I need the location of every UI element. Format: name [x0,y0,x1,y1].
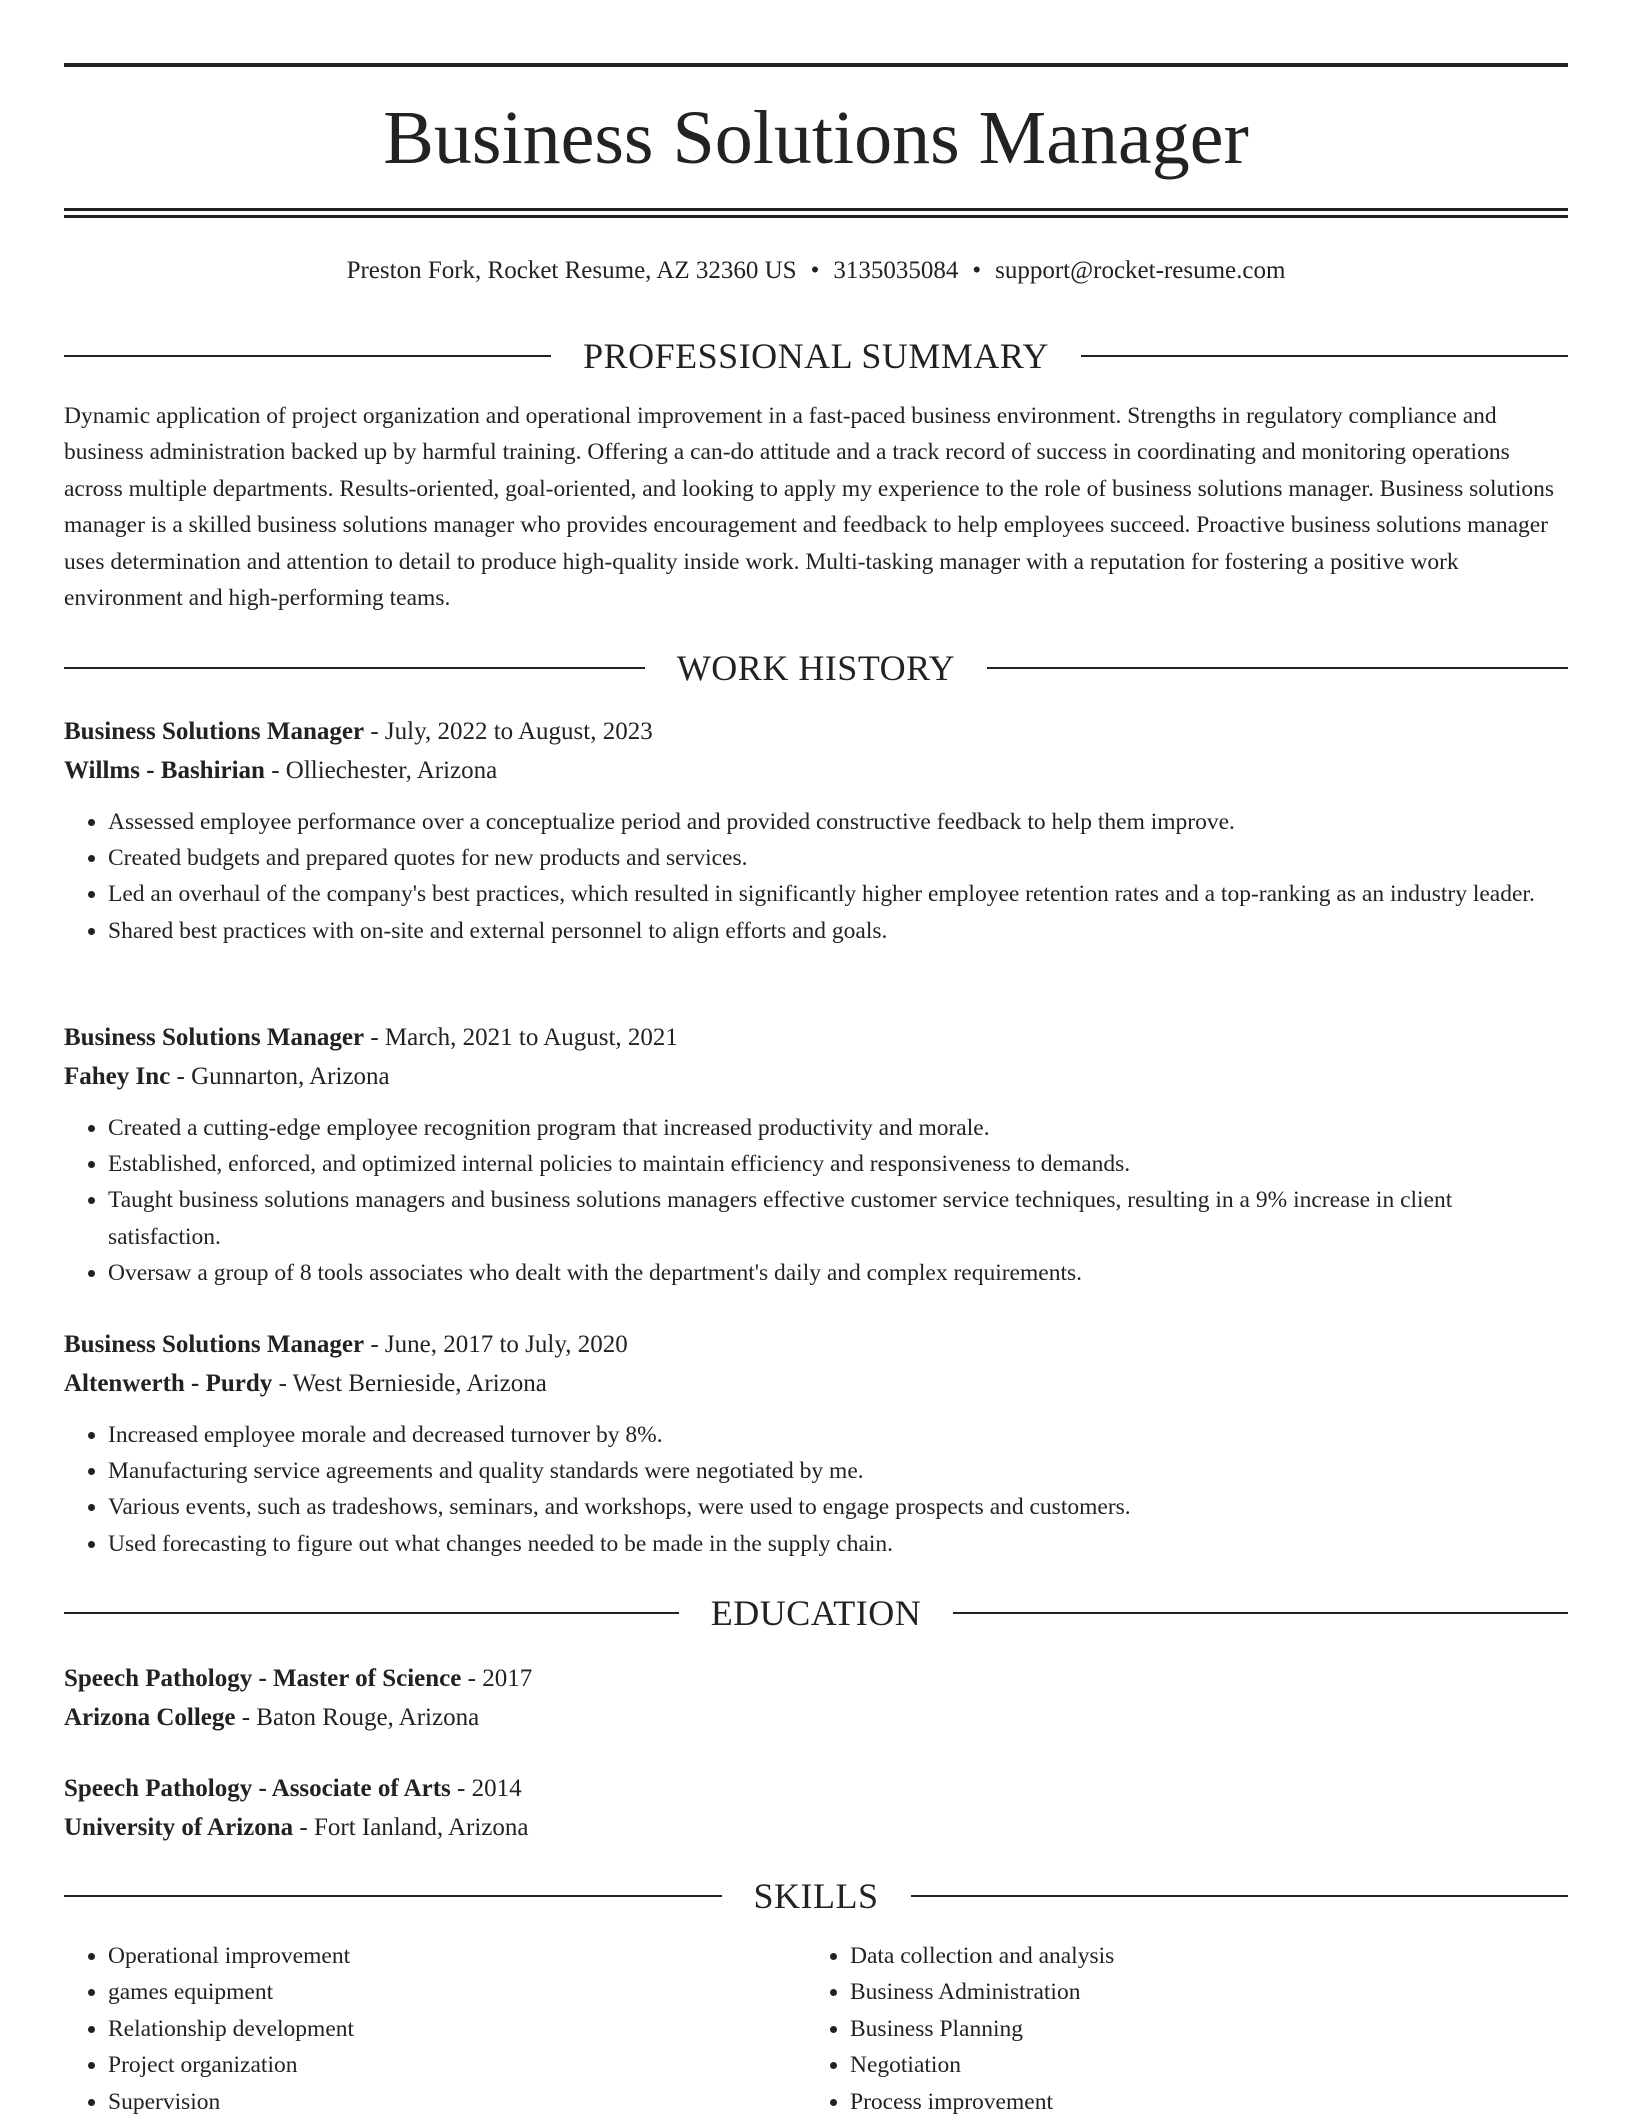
job-title-line [64,712,1568,751]
job-title: Business Solutions Manager [64,1024,365,1051]
header-top-rule [64,63,1568,67]
list-item: • Established, enforced, and optimized internal policies to maintain efficiency and responsiveness to demands. [108,1146,1568,1182]
list-item: • Shared best practices with on-site and external personnel to align efforts and goals. [108,913,1568,949]
list-item: • Various events, such as tradeshows, seminars, and workshops, were used to engage prospects and customers. [108,1489,1568,1525]
list-item: • games equipment [108,1974,806,2010]
header-bottom-rule [64,208,1568,211]
job-title-line [64,1325,1568,1364]
section-title: EDUCATION [710,1593,922,1633]
education-entry [64,1659,1568,1737]
education-entry [64,1769,1568,1847]
list-item: • Relationship development [108,2011,806,2047]
job-bullets [64,804,1568,949]
job-dates: - March, 2021 to August, 2021 [364,1024,678,1051]
list-item: • Led an overhaul of the company's best practices, which resulted in significantly higher employee retention rates and a top-ranking as an industry leader. [108,876,1568,912]
list-item: • Business Administration [850,1974,1548,2010]
education-school-line [64,1698,1568,1737]
contact-separator: • [972,257,982,284]
job-company: Fahey Inc [64,1063,171,1090]
section-heading-education [64,1591,1568,1635]
job-bullets [64,1417,1568,1562]
heading-rule [987,667,1568,669]
section-heading-summary [64,334,1568,378]
list-item: • Created a cutting-edge employee recognition program that increased productivity and morale. [108,1110,1568,1146]
job-dates: - June, 2017 to July, 2020 [364,1331,628,1358]
job-location: - West Bernieside, Arizona [272,1370,547,1397]
job-entry [64,712,1568,949]
job-location: - Gunnarton, Arizona [170,1063,390,1090]
education-degree-line [64,1769,1568,1808]
list-item: • Increased employee morale and decreased turnover by 8%. [108,1417,1568,1453]
skills-list [64,1938,1568,2120]
heading-rule [64,667,645,669]
education-degree: Speech Pathology - Master of Science [64,1665,462,1692]
list-item: • Used forecasting to figure out what changes needed to be made in the supply chain. [108,1526,1568,1562]
education-degree-line [64,1659,1568,1698]
list-item: • Taught business solutions managers and business solutions managers effective customer service techniques, resulting in a 9% increase in client satisfaction. [108,1182,1568,1254]
heading-rule [953,1612,1568,1614]
education-school: University of Arizona [64,1814,294,1841]
education-location: - Fort Ianland, Arizona [293,1814,529,1841]
skills-column-right [806,1938,1548,2120]
education-year: - 2014 [450,1775,522,1802]
education-degree: Speech Pathology - Associate of Arts [64,1775,451,1802]
list-item: • Operational improvement [108,1938,806,1974]
contact-line [64,254,1568,288]
list-item: • Oversaw a group of 8 tools associates who dealt with the department's daily and complex requirements. [108,1255,1568,1291]
list-item: • Process improvement [850,2084,1548,2120]
contact-address: Preston Fork, Rocket Resume, AZ 32360 US [346,257,797,284]
list-item: • Supervision [108,2084,806,2120]
list-item: • Created budgets and prepared quotes for new products and services. [108,840,1568,876]
education-school: Arizona College [64,1704,236,1731]
section-heading-work-history [64,646,1568,690]
skills-column-left [64,1938,806,2120]
header-bottom-rule-second [64,215,1568,218]
job-dates: - July, 2022 to August, 2023 [364,718,653,745]
section-title: PROFESSIONAL SUMMARY [583,336,1049,376]
list-item: • Business Planning [850,2011,1548,2047]
job-location: - Olliechester, Arizona [264,757,498,784]
resume-title: Business Solutions Manager [383,96,1249,180]
job-title: Business Solutions Manager [64,1331,365,1358]
list-item: • Data collection and analysis [850,1938,1548,1974]
section-title: SKILLS [753,1876,879,1916]
job-company-line [64,751,1568,790]
education-school-line [64,1808,1568,1847]
education-year: - 2017 [461,1665,533,1692]
list-item: • Project organization [108,2047,806,2083]
heading-rule [64,1612,679,1614]
contact-email: support@rocket-resume.com [995,257,1286,284]
job-company-line [64,1057,1568,1096]
list-item: • Manufacturing service agreements and quality standards were negotiated by me. [108,1453,1568,1489]
job-bullets [64,1110,1568,1291]
heading-rule [911,1895,1569,1897]
heading-rule [64,355,551,357]
education-location: - Baton Rouge, Arizona [235,1704,480,1731]
section-title: WORK HISTORY [676,648,956,688]
job-entry [64,1325,1568,1562]
heading-rule [1081,355,1568,357]
contact-separator: • [810,257,820,284]
job-entry [64,1018,1568,1291]
job-title: Business Solutions Manager [64,718,365,745]
contact-phone: 3135035084 [833,257,959,284]
section-heading-skills [64,1874,1568,1918]
summary-text: Dynamic application of project organization and operational improvement in a fast-paced business environment. Strengths in regulatory compliance and business administration backed up by harmful training. Offering a can-do attitude and a track record of success in coordinating and monitoring operations across multiple departments. Results-oriented, goal-oriented, and looking to apply my experience to the role of business solutions manager. Business solutions manager is a skilled business solutions manager who provides encouragement and feedback to help employees succeed. Proactive business solutions manager uses determination and attention to detail to produce high-quality inside work. Multi-tasking manager with a reputation for fostering a positive work environment and high-performing teams. [64,403,1555,612]
job-company: Altenwerth - Purdy [64,1370,273,1397]
job-company-line [64,1364,1568,1403]
list-item: • Negotiation [850,2047,1548,2083]
list-item: • Assessed employee performance over a conceptualize period and provided constructive feedback to help them improve. [108,804,1568,840]
heading-rule [64,1895,722,1897]
job-title-line [64,1018,1568,1057]
job-company: Willms - Bashirian [64,757,265,784]
